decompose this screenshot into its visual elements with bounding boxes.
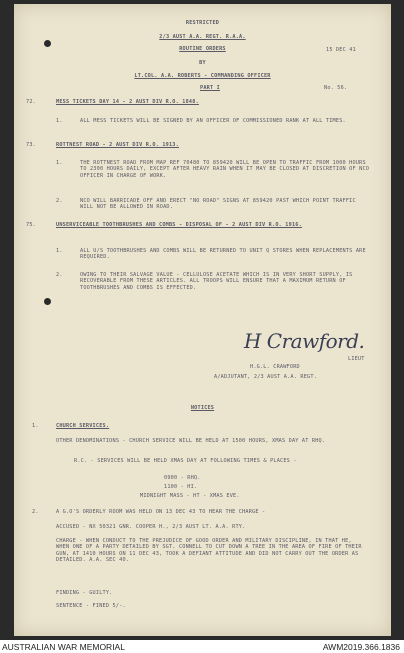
notice-heading: CHURCH SERVICES. bbox=[56, 423, 110, 429]
para-number: 1. bbox=[56, 118, 63, 124]
para-number: 2. bbox=[56, 272, 63, 278]
item-number: 72. bbox=[26, 99, 36, 105]
punch-hole bbox=[44, 298, 51, 305]
service-time: 1100 - HI. bbox=[164, 484, 198, 490]
para-number: 2. bbox=[56, 198, 63, 204]
notice-text: A G.O'S ORDERLY ROOM WAS HELD ON 13 DEC 43 TO HEAR THE CHARGE - bbox=[56, 509, 266, 515]
unit-line: 2/3 AUST A.A. REGT. R.A.A. bbox=[159, 34, 246, 40]
order-date: 15 DEC 41 bbox=[326, 47, 356, 53]
accused-line: ACCUSED - NX 50321 GNR. COOPER H., 2/3 AUST LT. A.A. RTY. bbox=[56, 524, 246, 530]
para-text: ALL MESS TICKETS WILL BE SIGNED BY AN OFFICER OF COMMISSIONED RANK AT ALL TIMES. bbox=[80, 118, 346, 124]
para-number: 1. bbox=[56, 248, 63, 254]
para-text: THE ROTTNEST ROAD FROM MAP REF 70480 TO 859420 WILL BE OPEN TO TRAFFIC FROM 1000 HOURS TO 2300 HOURS DAILY, EXCEPT AFTER HEAVY RAIN WHEN IT MAY BE CLOSED AT DISCRETION OF NCO OFFICER IN CHARGE OF WORK. bbox=[80, 160, 370, 179]
signatory-title: A/ADJUTANT, 2/3 AUST A.A. REGT. bbox=[214, 374, 318, 380]
para-text: OWING TO THEIR SALVAGE VALUE - CELLULOSE ACETATE WHICH IS IN VERY SHORT SUPPLY, IS RECOVERABLE FROM THESE ARTICLES. ALL TROOPS WILL ENSURE THAT A MAXIMUM RETURN OF TOOTHBRUSHES AND COMBS IS EFFECTED. bbox=[80, 272, 353, 291]
order-number: No. 56. bbox=[324, 85, 348, 91]
item-heading: MESS TICKETS DAY 14 - 2 AUST DIV R.O. 1848. bbox=[56, 99, 199, 105]
part-label: PART I bbox=[200, 85, 220, 91]
item-number: 73. bbox=[26, 142, 36, 148]
item-heading: ROTTNEST ROAD - 2 AUST DIV R.O. 1913. bbox=[56, 142, 179, 148]
accession-number: AWM2019.366.1836 bbox=[322, 642, 400, 652]
para-text: ALL U/S TOOTHBRUSHES AND COMBS WILL BE RETURNED TO UNIT Q STORES WHEN REPLACEMENTS ARE REQUIRED. bbox=[80, 248, 366, 261]
notice-text: OTHER DENOMINATIONS - CHURCH SERVICE WILL BE HELD AT 1500 HOURS, XMAS DAY AT RHQ. bbox=[56, 438, 326, 444]
service-time: 0900 - RHQ. bbox=[164, 475, 201, 481]
document-page bbox=[14, 4, 391, 636]
caption-bar bbox=[0, 640, 404, 653]
para-text: NCO WILL BARRICADE OFF AND ERECT "NO ROAD" SIGNS AT 859420 PAST WHICH POINT TRAFFIC WILL NOT BE ALLOWED IN ROAD. bbox=[80, 198, 356, 211]
notice-text: R.C. - SERVICES WILL BE HELD XMAS DAY AT FOLLOWING TIMES & PLACES - bbox=[74, 458, 297, 464]
notice-number: 1. bbox=[32, 423, 39, 429]
signatory-rank: LIEUT bbox=[348, 356, 365, 362]
sentence: SENTENCE - FINED 5/-. bbox=[56, 603, 126, 609]
signatory-name: H.G.L. CRAWFORD bbox=[250, 364, 300, 370]
classification: RESTRICTED bbox=[185, 20, 220, 26]
notices-title: NOTICES bbox=[190, 405, 215, 411]
signature: H Crawford. bbox=[244, 329, 365, 353]
commander-line: LT.COL. A.A. ROBERTS - COMMANDING OFFICER bbox=[134, 73, 271, 79]
notice-number: 2. bbox=[32, 509, 39, 515]
finding: FINDING - GUILTY. bbox=[56, 590, 113, 596]
orders-title: ROUTINE ORDERS bbox=[179, 46, 226, 52]
service-time: MIDNIGHT MASS - HT - XMAS EVE. bbox=[140, 493, 240, 499]
by-label: BY bbox=[199, 60, 206, 66]
charge-text: CHARGE - WHEN CONDUCT TO THE PREJUDICE OF GOOD ORDER AND MILITARY DISCIPLINE, IN THAT HE, WHEN ONE OF A PARTY DETAILED BY SGT. CONNELL TO CUT DOWN A TREE IN THE AREA OF FIRE OF THEIR GUN, AT 1410 HOURS ON 11 DEC 43, TOOK A DEFIANT ATTITUDE AND DID NOT CARRY OUT THE ORDER AS DETAILED. A.A. SEC 40. bbox=[56, 538, 362, 564]
para-number: 1. bbox=[56, 160, 63, 166]
item-heading: UNSERVICEABLE TOOTHBRUSHES AND COMBS - DISPOSAL OF - 2 AUST DIV R.O. 1916. bbox=[56, 222, 302, 228]
item-number: 75. bbox=[26, 222, 36, 228]
archive-credit: AUSTRALIAN WAR MEMORIAL bbox=[2, 642, 125, 652]
